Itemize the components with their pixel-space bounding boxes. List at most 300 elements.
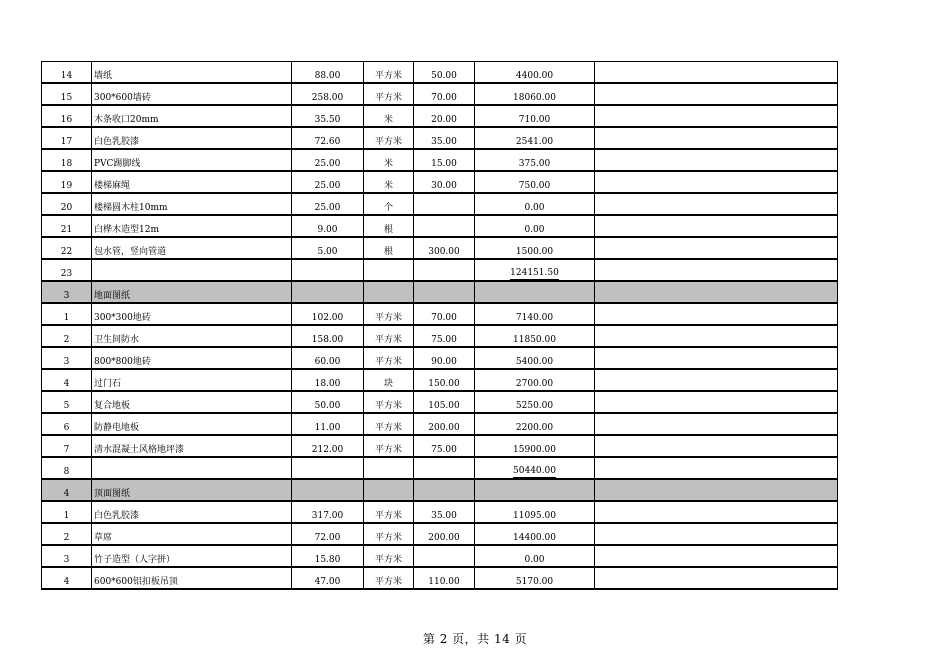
amount: 15900.00 <box>513 445 556 455</box>
quantity: 72.60 <box>314 137 341 147</box>
unit-price: 75.00 <box>431 335 457 345</box>
amount: 50440.00 <box>513 466 556 476</box>
item-name: 楼梯麻绳 <box>94 181 131 191</box>
unit-cell <box>364 523 414 545</box>
item-name: 墙纸 <box>94 71 113 81</box>
quantity: 88.00 <box>314 71 341 81</box>
row-number-cell <box>42 259 92 281</box>
quantity: 11.00 <box>314 423 341 433</box>
quantity: 35.50 <box>314 115 341 125</box>
quantity-cell <box>292 347 364 369</box>
quantity: 50.00 <box>314 401 341 411</box>
row-number: 7 <box>63 445 70 455</box>
quantity: 317.00 <box>311 511 344 521</box>
remark-cell <box>595 567 838 589</box>
table-row <box>42 391 838 413</box>
quantity: 5.00 <box>317 247 338 257</box>
table-row <box>42 545 838 567</box>
remark-cell <box>595 215 838 237</box>
quantity-cell <box>292 413 364 435</box>
unit-price: 75.00 <box>431 445 457 455</box>
row-number-cell <box>42 479 92 501</box>
item-name: 地面图纸 <box>94 291 131 301</box>
unit-price: 30.00 <box>431 181 457 191</box>
item-name: 卫生间防水 <box>94 335 140 345</box>
amount-cell <box>475 391 595 413</box>
unit-cell <box>364 215 414 237</box>
unit-cell <box>364 303 414 325</box>
item-name-cell <box>92 347 292 369</box>
unit-price-cell <box>414 171 475 193</box>
row-number-cell <box>42 347 92 369</box>
amount: 5250.00 <box>515 401 554 411</box>
table-row <box>42 237 838 259</box>
item-name: 复合地板 <box>94 401 131 411</box>
item-name-cell <box>92 237 292 259</box>
amount-cell <box>475 567 595 589</box>
quantity: 47.00 <box>314 577 341 587</box>
amount-cell <box>475 127 595 149</box>
unit-price: 15.00 <box>431 159 457 169</box>
unit: 平方米 <box>374 313 402 323</box>
quantity-cell <box>292 259 364 281</box>
row-number-cell <box>42 149 92 171</box>
unit: 平方米 <box>374 577 402 587</box>
item-name-cell <box>92 369 292 391</box>
row-number: 2 <box>63 533 70 543</box>
unit-price-cell <box>414 347 475 369</box>
amount: 2541.00 <box>515 137 554 147</box>
unit-price: 35.00 <box>431 137 457 147</box>
remark-cell <box>595 545 838 567</box>
quantity-cell <box>292 457 364 479</box>
item-name: 过门石 <box>94 379 122 389</box>
row-number: 4 <box>63 489 70 499</box>
item-name-cell <box>92 567 292 589</box>
unit-price-cell <box>414 281 475 303</box>
item-name: 草席 <box>94 533 113 543</box>
row-number: 14 <box>60 71 73 81</box>
quantity-cell <box>292 523 364 545</box>
unit-cell <box>364 105 414 127</box>
item-name: 防静电地板 <box>94 423 140 433</box>
unit: 米 <box>383 115 393 125</box>
unit-cell <box>364 369 414 391</box>
section-header-row <box>42 281 838 303</box>
remark-cell <box>595 369 838 391</box>
table-row <box>42 435 838 457</box>
unit-cell <box>364 171 414 193</box>
unit: 平方米 <box>374 357 402 367</box>
table-row <box>42 523 838 545</box>
unit-price: 20.00 <box>431 115 457 125</box>
table-row <box>42 193 838 215</box>
unit: 平方米 <box>374 93 402 103</box>
unit: 平方米 <box>374 533 402 543</box>
item-name-cell <box>92 545 292 567</box>
item-name-cell <box>92 523 292 545</box>
remark-cell <box>595 523 838 545</box>
row-number: 22 <box>60 247 73 257</box>
remark-cell <box>595 413 838 435</box>
item-name-cell <box>92 281 292 303</box>
remark-cell <box>595 237 838 259</box>
item-name: 白色乳胶漆 <box>94 511 140 521</box>
row-number: 2 <box>63 335 70 345</box>
remark-cell <box>595 259 838 281</box>
unit-cell <box>364 435 414 457</box>
table-row <box>42 105 838 127</box>
amount-cell <box>475 435 595 457</box>
item-name: 楼梯圆木柱10mm <box>94 203 168 213</box>
table-row <box>42 83 838 105</box>
item-name-cell <box>92 479 292 501</box>
amount-cell <box>475 523 595 545</box>
table-row <box>42 127 838 149</box>
quantity-cell <box>292 83 364 105</box>
unit-cell <box>364 259 414 281</box>
unit-price: 90.00 <box>431 357 457 367</box>
amount-cell <box>475 303 595 325</box>
row-number-cell <box>42 391 92 413</box>
unit-cell <box>364 149 414 171</box>
amount: 2700.00 <box>515 379 554 389</box>
unit-price: 70.00 <box>431 93 457 103</box>
item-name-cell <box>92 62 292 84</box>
item-name <box>92 276 94 277</box>
row-number: 19 <box>60 181 73 191</box>
amount: 0.00 <box>524 203 545 213</box>
row-number: 3 <box>63 555 70 565</box>
amount: 5400.00 <box>515 357 554 367</box>
remark-cell <box>595 347 838 369</box>
item-name-cell <box>92 303 292 325</box>
amount: 2200.00 <box>515 423 554 433</box>
amount-cell <box>475 545 595 567</box>
row-number: 3 <box>63 357 70 367</box>
subtotal-row <box>42 457 838 479</box>
subtotal-row <box>42 259 838 281</box>
unit-cell <box>364 479 414 501</box>
remark-cell <box>595 435 838 457</box>
row-number: 15 <box>60 93 73 103</box>
row-number: 20 <box>60 203 73 213</box>
row-number: 23 <box>60 269 73 279</box>
row-number: 5 <box>63 401 70 411</box>
row-number-cell <box>42 501 92 523</box>
row-number-cell <box>42 62 92 84</box>
amount: 0.00 <box>524 555 545 565</box>
unit-price-cell <box>414 369 475 391</box>
row-number-cell <box>42 457 92 479</box>
item-name: 600*600铝扣板吊顶 <box>94 577 178 587</box>
remark-cell <box>595 171 838 193</box>
quantity: 158.00 <box>311 335 344 345</box>
amount-cell <box>475 171 595 193</box>
unit-cell <box>364 413 414 435</box>
item-name: 竹子造型（人字拼） <box>94 555 176 565</box>
quantity: 25.00 <box>314 159 341 169</box>
remark-cell <box>595 193 838 215</box>
amount-cell <box>475 193 595 215</box>
unit-price-cell <box>414 545 475 567</box>
amount: 1500.00 <box>515 247 554 257</box>
unit: 根 <box>383 225 393 235</box>
unit-price-cell <box>414 149 475 171</box>
quote-table <box>41 61 838 590</box>
amount: 0.00 <box>524 225 545 235</box>
quantity-cell <box>292 435 364 457</box>
row-number: 1 <box>63 511 70 521</box>
unit-cell <box>364 237 414 259</box>
item-name-cell <box>92 105 292 127</box>
item-name: 清水混凝土风格地坪漆 <box>94 445 185 455</box>
remark-cell <box>595 127 838 149</box>
unit: 平方米 <box>374 445 402 455</box>
unit: 平方米 <box>374 555 402 565</box>
amount: 14400.00 <box>513 533 556 543</box>
quantity-cell <box>292 215 364 237</box>
row-number-cell <box>42 215 92 237</box>
row-number-cell <box>42 545 92 567</box>
unit: 个 <box>383 203 393 213</box>
quantity: 60.00 <box>314 357 341 367</box>
row-number: 3 <box>63 291 70 301</box>
remark-cell <box>595 83 838 105</box>
quote-table-body <box>42 62 838 590</box>
quantity-cell <box>292 149 364 171</box>
unit-price-cell <box>414 391 475 413</box>
quantity-cell <box>292 127 364 149</box>
remark-cell <box>595 501 838 523</box>
row-number: 6 <box>63 423 70 433</box>
table-row <box>42 215 838 237</box>
amount: 5170.00 <box>515 577 554 587</box>
item-name: 顶面图纸 <box>94 489 131 499</box>
quantity-cell <box>292 369 364 391</box>
unit-price-cell <box>414 501 475 523</box>
unit-price: 110.00 <box>428 577 460 587</box>
unit-cell <box>364 391 414 413</box>
unit-price: 150.00 <box>428 379 460 389</box>
item-name-cell <box>92 127 292 149</box>
remark-cell <box>595 303 838 325</box>
row-number: 1 <box>63 313 70 323</box>
row-number-cell <box>42 105 92 127</box>
unit-price: 200.00 <box>428 533 460 543</box>
amount-cell <box>475 149 595 171</box>
row-number-cell <box>42 413 92 435</box>
item-name-cell <box>92 215 292 237</box>
table-row <box>42 62 838 84</box>
quantity-cell <box>292 501 364 523</box>
remark-cell <box>595 149 838 171</box>
amount: 7140.00 <box>515 313 554 323</box>
amount-cell <box>475 105 595 127</box>
quantity: 25.00 <box>314 203 341 213</box>
unit-cell <box>364 62 414 84</box>
table-row <box>42 171 838 193</box>
remark-cell <box>595 62 838 84</box>
amount: 710.00 <box>518 115 551 125</box>
remark-cell <box>595 457 838 479</box>
row-number-cell <box>42 567 92 589</box>
amount: 11095.00 <box>513 511 556 521</box>
unit-cell <box>364 347 414 369</box>
unit-price-cell <box>414 567 475 589</box>
item-name-cell <box>92 435 292 457</box>
unit: 平方米 <box>374 511 402 521</box>
quantity: 25.00 <box>314 181 341 191</box>
unit: 块 <box>383 379 393 389</box>
row-number: 8 <box>63 467 70 477</box>
item-name-cell <box>92 83 292 105</box>
unit-price: 50.00 <box>431 71 457 81</box>
unit-price: 105.00 <box>428 401 460 411</box>
unit-price-cell <box>414 83 475 105</box>
unit-price-cell <box>414 479 475 501</box>
quantity: 15.80 <box>314 555 341 565</box>
unit-price-cell <box>414 413 475 435</box>
unit-price-cell <box>414 62 475 84</box>
unit: 平方米 <box>374 137 402 147</box>
unit-cell <box>364 501 414 523</box>
item-name: 包水管，竖向管道 <box>94 247 167 257</box>
row-number: 17 <box>60 137 73 147</box>
amount-cell <box>475 413 595 435</box>
item-name: 300*600墙砖 <box>94 93 151 103</box>
amount-cell <box>475 259 595 281</box>
quantity-cell <box>292 303 364 325</box>
unit: 平方米 <box>374 71 402 81</box>
item-name: PVC踢脚线 <box>94 159 141 169</box>
quantity-cell <box>292 567 364 589</box>
remark-cell <box>595 325 838 347</box>
unit-price-cell <box>414 523 475 545</box>
item-name-cell <box>92 457 292 479</box>
item-name: 白桦木造型12m <box>94 225 159 235</box>
unit-cell <box>364 127 414 149</box>
quantity-cell <box>292 281 364 303</box>
unit-price-cell <box>414 193 475 215</box>
row-number: 16 <box>60 115 73 125</box>
unit-cell <box>364 83 414 105</box>
row-number-cell <box>42 523 92 545</box>
quantity-cell <box>292 105 364 127</box>
item-name <box>92 474 94 475</box>
table-row <box>42 369 838 391</box>
amount-cell <box>475 237 595 259</box>
row-number-cell <box>42 303 92 325</box>
quantity: 212.00 <box>311 445 344 455</box>
unit: 平方米 <box>374 423 402 433</box>
unit-price-cell <box>414 435 475 457</box>
row-number: 21 <box>60 225 73 235</box>
quantity-cell <box>292 545 364 567</box>
unit-price: 300.00 <box>428 247 460 257</box>
amount: 4400.00 <box>515 71 554 81</box>
quantity-cell <box>292 479 364 501</box>
item-name: 木条收口20mm <box>94 115 159 125</box>
unit-price-cell <box>414 237 475 259</box>
quantity-cell <box>292 171 364 193</box>
quantity-cell <box>292 62 364 84</box>
unit-price: 200.00 <box>428 423 460 433</box>
row-number-cell <box>42 171 92 193</box>
quantity-cell <box>292 193 364 215</box>
item-name: 300*300地砖 <box>94 313 151 323</box>
row-number-cell <box>42 325 92 347</box>
item-name-cell <box>92 259 292 281</box>
unit-price-cell <box>414 457 475 479</box>
quantity: 258.00 <box>311 93 344 103</box>
item-name-cell <box>92 149 292 171</box>
amount: 11850.00 <box>513 335 556 345</box>
item-name-cell <box>92 391 292 413</box>
quantity-cell <box>292 325 364 347</box>
unit: 米 <box>383 159 393 169</box>
page-number: 第 2 页，共 14 页 <box>422 632 528 646</box>
row-number-cell <box>42 127 92 149</box>
row-number-cell <box>42 83 92 105</box>
item-name-cell <box>92 501 292 523</box>
remark-cell <box>595 391 838 413</box>
section-header-row <box>42 479 838 501</box>
amount-cell <box>475 215 595 237</box>
quantity-cell <box>292 391 364 413</box>
unit-price-cell <box>414 127 475 149</box>
item-name-cell <box>92 193 292 215</box>
remark-cell <box>595 479 838 501</box>
unit-cell <box>364 545 414 567</box>
amount-cell <box>475 479 595 501</box>
amount: 124151.50 <box>510 268 559 278</box>
table-row <box>42 347 838 369</box>
row-number: 4 <box>63 379 70 389</box>
unit-price-cell <box>414 259 475 281</box>
quantity: 102.00 <box>311 313 344 323</box>
row-number-cell <box>42 193 92 215</box>
table-row <box>42 501 838 523</box>
remark-cell <box>595 281 838 303</box>
row-number: 4 <box>63 577 70 587</box>
unit: 平方米 <box>374 401 402 411</box>
table-row <box>42 303 838 325</box>
unit-cell <box>364 193 414 215</box>
table-row <box>42 413 838 435</box>
quantity: 72.00 <box>314 533 341 543</box>
unit-price-cell <box>414 215 475 237</box>
unit-price: 35.00 <box>431 511 457 521</box>
quantity: 9.00 <box>317 225 338 235</box>
item-name-cell <box>92 325 292 347</box>
unit: 平方米 <box>374 335 402 345</box>
row-number-cell <box>42 281 92 303</box>
row-number-cell <box>42 435 92 457</box>
amount-cell <box>475 347 595 369</box>
item-name: 白色乳胶漆 <box>94 137 140 147</box>
unit-price: 70.00 <box>431 313 457 323</box>
item-name-cell <box>92 171 292 193</box>
quantity: 18.00 <box>314 379 341 389</box>
unit-cell <box>364 281 414 303</box>
amount-cell <box>475 62 595 84</box>
item-name: 800*800地砖 <box>94 357 151 367</box>
remark-cell <box>595 105 838 127</box>
amount-cell <box>475 281 595 303</box>
unit: 根 <box>383 247 393 257</box>
amount-cell <box>475 369 595 391</box>
